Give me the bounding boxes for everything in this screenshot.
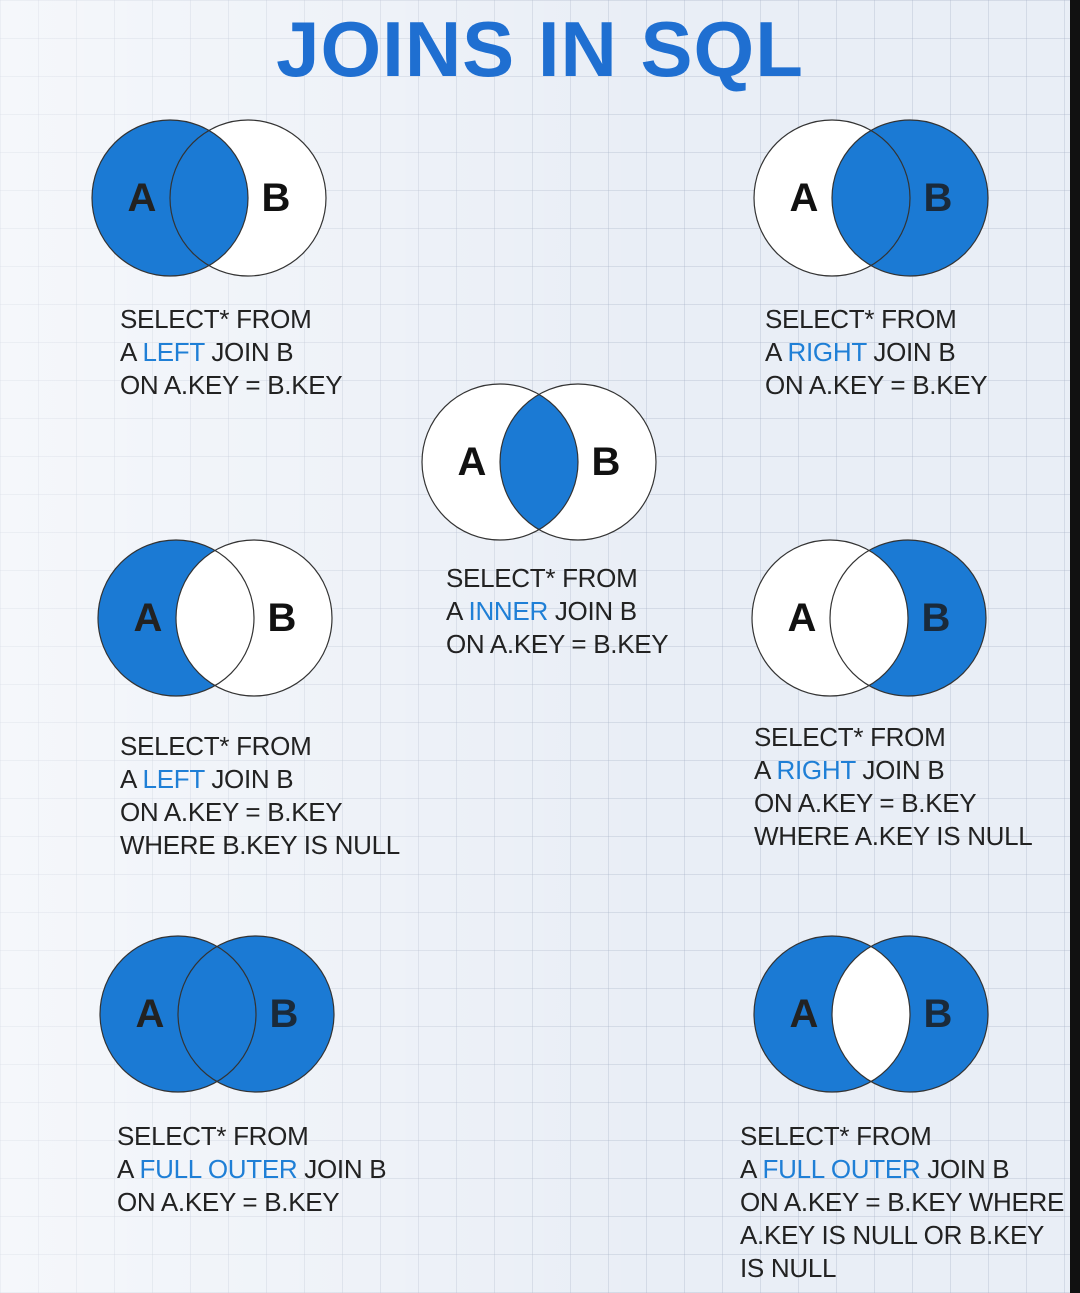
circle-a-label: A bbox=[457, 440, 487, 484]
sql-text: JOIN B bbox=[920, 1154, 1010, 1184]
sql-line bbox=[120, 336, 342, 369]
sql-text: JOIN B bbox=[297, 1154, 387, 1184]
sql-line bbox=[446, 595, 668, 628]
circle-b-label: B bbox=[591, 440, 621, 484]
venn-inner-join bbox=[420, 382, 658, 542]
circle-a-label: A bbox=[789, 992, 819, 1036]
sql-line bbox=[754, 754, 1032, 787]
circle-a-label: A bbox=[787, 596, 817, 640]
sql-line: ON A.KEY = B.KEY bbox=[120, 370, 343, 400]
sql-keyword: RIGHT bbox=[776, 755, 856, 785]
sql-line: SELECT* FROM bbox=[120, 731, 312, 761]
circle-b-label: B bbox=[923, 992, 953, 1036]
sql-line: ON A.KEY = B.KEY bbox=[120, 797, 343, 827]
circle-b-label: B bbox=[261, 176, 291, 220]
right-edge-border bbox=[1070, 0, 1080, 1293]
sql-line: ON A.KEY = B.KEY bbox=[754, 788, 977, 818]
sql-text: JOIN B bbox=[547, 596, 637, 626]
venn-right-join bbox=[752, 118, 990, 278]
sql-line: ON A.KEY = B.KEY WHERE bbox=[740, 1187, 1065, 1217]
venn-svg bbox=[96, 538, 334, 698]
sql-left-excluding-join bbox=[120, 730, 400, 862]
sql-full-outer-join bbox=[117, 1120, 386, 1219]
page-title: JOINS IN SQL bbox=[276, 5, 804, 93]
sql-text: A bbox=[120, 337, 143, 367]
sql-line: ON A.KEY = B.KEY bbox=[117, 1187, 340, 1217]
sql-text: A bbox=[446, 596, 469, 626]
sql-line: SELECT* FROM bbox=[740, 1121, 932, 1151]
sql-line bbox=[765, 336, 987, 369]
venn-svg bbox=[750, 538, 988, 698]
circle-b-label: B bbox=[269, 992, 299, 1036]
sql-left-join bbox=[120, 303, 342, 402]
sql-line bbox=[117, 1153, 386, 1186]
circle-b-label: B bbox=[923, 176, 953, 220]
sql-text: A bbox=[117, 1154, 140, 1184]
sql-right-excluding-join bbox=[754, 721, 1032, 853]
venn-right-excluding-join bbox=[750, 538, 988, 698]
sql-line: WHERE A.KEY IS NULL bbox=[754, 821, 1033, 851]
venn-full-outer-join bbox=[98, 934, 336, 1094]
sql-keyword: LEFT bbox=[142, 337, 205, 367]
sql-line: SELECT* FROM bbox=[765, 304, 957, 334]
sql-text: A bbox=[120, 764, 143, 794]
sql-line: A.KEY IS NULL OR B.KEY bbox=[740, 1220, 1045, 1250]
sql-text: JOIN B bbox=[204, 764, 294, 794]
sql-line: ON A.KEY = B.KEY bbox=[765, 370, 988, 400]
sql-keyword: INNER bbox=[468, 596, 548, 626]
circle-a-label: A bbox=[133, 596, 163, 640]
sql-line: WHERE B.KEY IS NULL bbox=[120, 830, 400, 860]
sql-keyword: RIGHT bbox=[787, 337, 867, 367]
circle-a-label: A bbox=[135, 992, 165, 1036]
sql-keyword: LEFT bbox=[142, 764, 205, 794]
venn-full-outer-excluding-join bbox=[752, 934, 990, 1094]
circle-b-label: B bbox=[921, 596, 951, 640]
venn-svg bbox=[90, 118, 328, 278]
circle-b-label: B bbox=[267, 596, 297, 640]
sql-inner-join bbox=[446, 562, 668, 661]
sql-line: SELECT* FROM bbox=[446, 563, 638, 593]
sql-keyword: FULL OUTER bbox=[762, 1154, 921, 1184]
venn-svg bbox=[98, 934, 336, 1094]
sql-line bbox=[120, 763, 400, 796]
venn-left-join bbox=[90, 118, 328, 278]
venn-svg bbox=[752, 118, 990, 278]
sql-line: SELECT* FROM bbox=[120, 304, 312, 334]
sql-text: JOIN B bbox=[204, 337, 294, 367]
sql-full-outer-excluding-join bbox=[740, 1120, 1064, 1285]
sql-right-join bbox=[765, 303, 987, 402]
sql-line bbox=[740, 1153, 1064, 1186]
sql-text: A bbox=[765, 337, 788, 367]
venn-svg bbox=[752, 934, 990, 1094]
venn-left-excluding-join bbox=[96, 538, 334, 698]
circle-a-label: A bbox=[789, 176, 819, 220]
sql-line: IS NULL bbox=[740, 1253, 837, 1283]
sql-text: A bbox=[740, 1154, 763, 1184]
venn-svg bbox=[420, 382, 658, 542]
sql-keyword: FULL OUTER bbox=[139, 1154, 298, 1184]
circle-a-label: A bbox=[127, 176, 157, 220]
sql-line: ON A.KEY = B.KEY bbox=[446, 629, 669, 659]
sql-line: SELECT* FROM bbox=[117, 1121, 309, 1151]
sql-text: JOIN B bbox=[855, 755, 945, 785]
sql-line: SELECT* FROM bbox=[754, 722, 946, 752]
sql-text: JOIN B bbox=[866, 337, 956, 367]
sql-text: A bbox=[754, 755, 777, 785]
